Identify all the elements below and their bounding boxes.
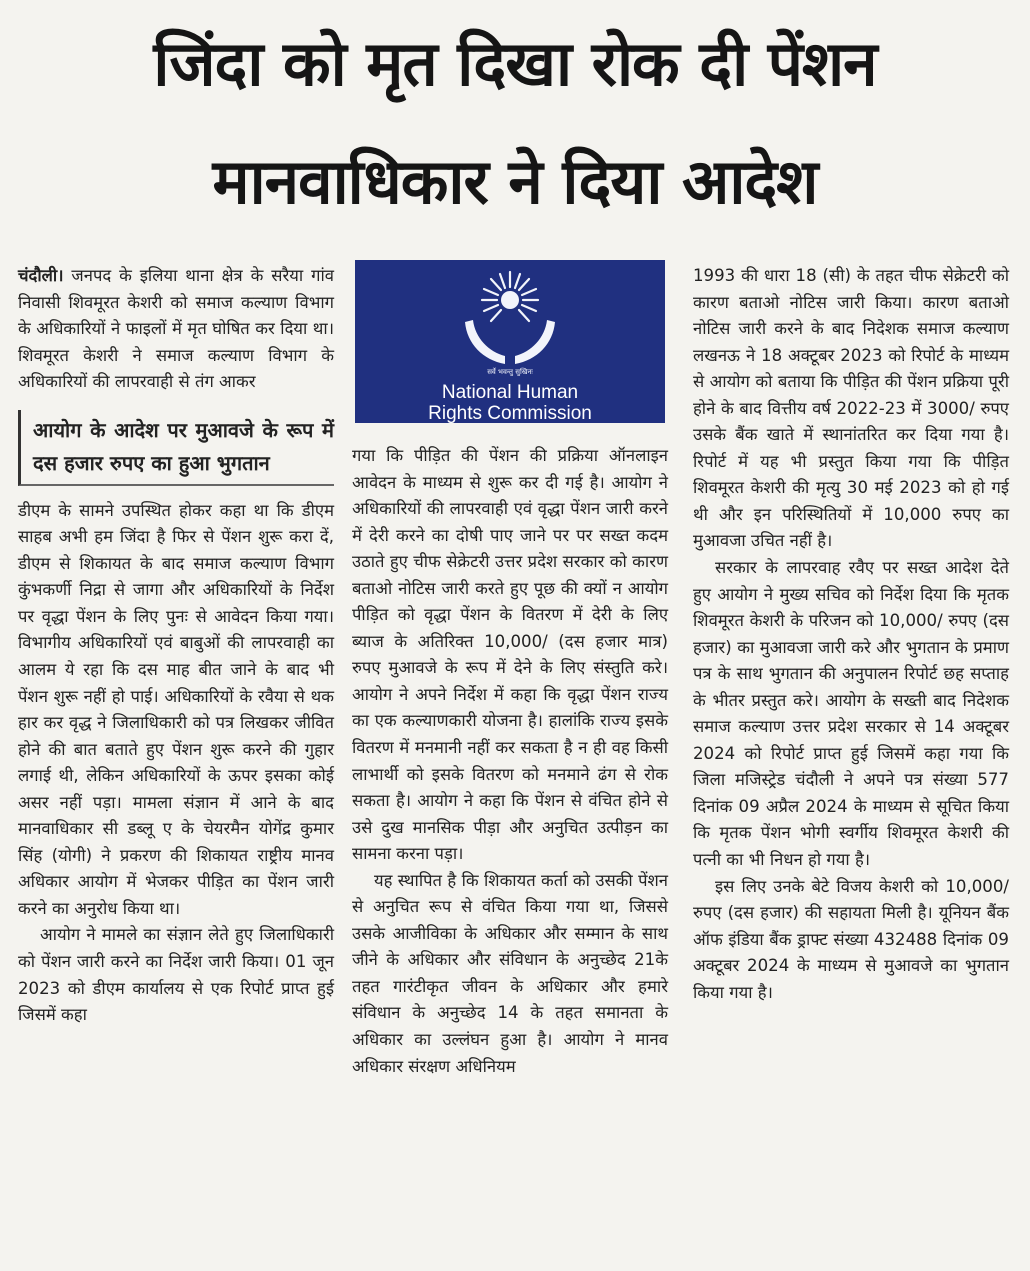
nhrc-logo-image <box>355 260 665 423</box>
body-paragraph: आयोग ने मामले का संज्ञान लेते हुए जिलाधिकारी को पेंशन जारी करने का निर्देश जारी किया। 01 जून 2023 को डीएम कार्यालय से एक रिपोर्ट प्राप्त हुई जिसमें कहा <box>18 925 334 1025</box>
body-paragraph: इस लिए उनके बेटे विजय केशरी को 10,000/ रुपए (दस हजार) की सहायता मिली है। यूनियन बैंक ऑफ इंडिया बैंक ड्राफ्ट संख्या 432488 दिनांक 09 अक्टूबर 2024 के माध्यम से मुआवजे का भुगतान किया गया है। <box>693 876 1009 1002</box>
headline-line-1: जिंदा को मृत दिखा रोक दी पेंशन <box>153 27 877 100</box>
pull-quote: आयोग के आदेश पर मुआवजे के रूप में दस हजार रुपए का हुआ भुगतान <box>18 410 334 486</box>
body-paragraph: गया कि पीड़ित की पेंशन की प्रक्रिया ऑनलाइन आवेदन के माध्यम से शुरू कर दी गई है। आयोग ने अधिकारियों की लापरवाही एवं वृद्धा पेंशन जारी करने में देरी करने का दोषी पाए जाने पर पर सख्त कदम उठाते हुए चीफ सेक्रेटरी उत्तर प्रदेश सरकार को कारण बताओ नोटिस जारी करते हुए पूछ की क्यों न आयोग पीड़ित को वृद्धा पेंशन के वितरण में देरी के लिए ब्याज के अतिरिक्त 10,000/ (दस हजार मात्र) रुपए मुआवजे के रूप में देने के लिए संस्तुति करे। आयोग ने अपने निर्देश में कहा कि वृद्धा पेंशन राज्य का एक कल्याणकारी योजना है। हालांकि राज्य इसके वितरण में मनमानी नहीं कर सकता है न ही वह किसी लाभार्थी को इसके वितरण को मनमाने ढंग से रोक सकता है। आयोग ने कहा कि पेंशन से वंचित होने से उसे दुख मानसिक पीड़ा और अनुचित उत्पीड़न का सामना करना पड़ा। <box>352 446 668 864</box>
body-paragraph: 1993 की धारा 18 (सी) के तहत चीफ सेक्रेटरी को कारण बताओ नोटिस जारी किया। कारण बताओ नोटिस जारी करने के बाद निदेशक समाज कल्याण लखनऊ ने 18 अक्टूबर 2023 को रिपोर्ट के माध्यम से आयोग को बताया कि पीड़ित की पेंशन प्रक्रिया पूरी होने के बाद वित्तीय वर्ष 2022-23 में 3000/ रुपए उसके बैंक खाते में स्थानांतरित कर दिया गया है। रिपोर्ट में यह भी प्रस्तुत किया गया कि पीड़ित शिवमूरत केशरी की मृत्यु 30 मई 2023 को हो गई थी और इन परिस्थितियों में 10,000 रुपए का मुआवजा उचित नहीं है। <box>693 266 1009 551</box>
intro-paragraph <box>18 263 334 396</box>
article-column-3 <box>693 263 1009 1006</box>
article-column-2 <box>352 443 668 1080</box>
dateline: चंदौली। <box>18 266 64 285</box>
logo-text-line-1: National Human <box>441 382 579 403</box>
headline-line-2: मानवाधिकार ने दिया आदेश <box>212 145 818 218</box>
body-paragraph: सरकार के लापरवाह रवैए पर सख्त आदेश देते हुए आयोग ने मुख्य सचिव को निर्देश दिया कि मृतक शिवमूरत केशरी के परिजन को 10,000/ रुपए (दस हजार) का मुआवजा जारी करे और भुगतान के प्रमाण पत्र के साथ भुगतान की अनुपालन रिपोर्ट छह सप्ताह के भीतर प्रस्तुत करे। आयोग के सख्ती बाद निदेशक समाज कल्याण उत्तर प्रदेश सरकार से 14 अक्टूबर 2024 को रिपोर्ट प्राप्त हुई जिसमें कहा गया कि जिला मजिस्ट्रेड चंदौली ने अपने पत्र संख्या 577 दिनांक 09 अप्रैल 2024 के माध्यम से सूचित किया कि मृतक पेंशन भोगी स्वर्गीय शिवमूरत केशरी की पत्नी का भी निधन हो गया है। <box>693 558 1009 870</box>
intro-text: जनपद के इलिया थाना क्षेत्र के सरैया गांव निवासी शिवमूरत केशरी को समाज कल्याण विभाग के अधिकारियों ने फाइलों में मृत घोषित कर दिया था। शिवमूरत केशरी ने समाज कल्याण विभाग के अधिकारियों की लापरवाही से तंग आकर <box>18 266 335 392</box>
body-paragraph: डीएम के सामने उपस्थित होकर कहा था कि डीएम साहब अभी हम जिंदा है फिर से पेंशन शुरू करा दें, डीएम से शिकायत के बाद समाज कल्याण विभाग कुंभकर्णी निद्रा से जागा और अधिकारियों के निर्देश पर वृद्धा पेंशन के लिए पुनः से आवेदन किया गया। विभागीय अधिकारियों एवं बाबुओं की लापरवाही का आलम ये रहा कि दस माह बीत जाने के बाद भी पेंशन शुरू नहीं हो पाई। अधिकारियों के रवैया से थक हार कर वृद्ध ने जिलाधिकारी को पत्र लिखकर जीवित होने की बात बताते हुए पेंशन शुरू करने की गुहार लगाई थी, लेकिन अधिकारियों के ऊपर इसका कोई असर नहीं पड़ा। मामला संज्ञान में आने के बाद मानवाधिकार सी डब्लू ए के चेयरमैन योगेंद्र कुमार सिंह (योगी) ने प्रकरण की शिकायत राष्ट्रीय मानव अधिकार आयोग में भेजकर पीड़ित का पेंशन जारी करने का अनुरोध किया था। <box>18 500 334 918</box>
body-paragraph: यह स्थापित है कि शिकायत कर्ता को उसकी पेंशन से अनुचित रूप से वंचित किया गया था, जिससे उसके आजीविका के अधिकार और सम्मान के साथ जीने के अधिकार और संविधान के अनुच्छेद 21के तहत गारंटीकृत जीवन के अधिकार और हमारे संविधान के अनुच्छेद 14 के तहत समानता के अधिकार का उल्लंघन हुआ है। आयोग ने मानव अधिकार संरक्षण अधिनियम <box>352 870 668 1076</box>
article-column-1 <box>18 263 334 1029</box>
logo-text-line-2: Rights Commission <box>428 403 592 423</box>
nhrc-motto: सर्वे भवन्तु सुखिनः <box>487 368 533 376</box>
